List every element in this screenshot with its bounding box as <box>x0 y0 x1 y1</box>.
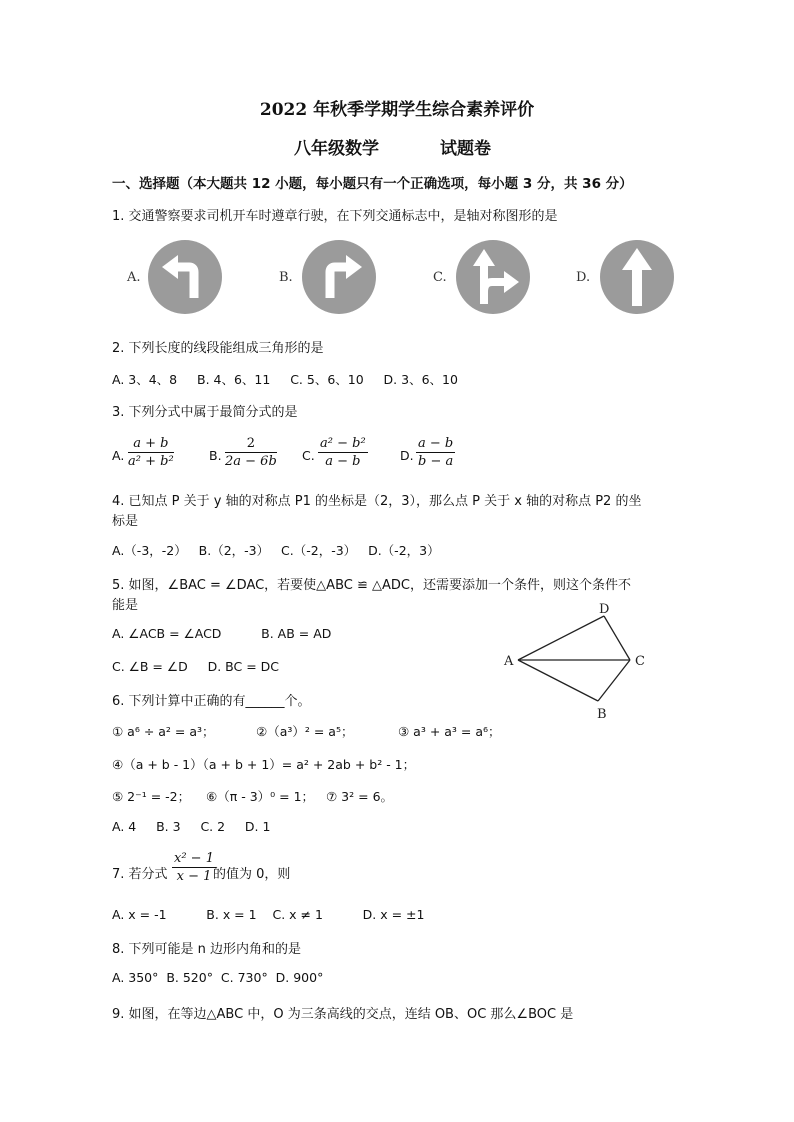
q3-option-d-fraction <box>416 436 455 469</box>
question-7-options: A. x = -1 B. x = 1 C. x ≠ 1 D. x = ±1 <box>112 907 425 922</box>
question-9-stem: 9. 如图，在等边△ABC 中，O 为三条高线的交点，连结 OB、OC 那么∠BOC 是 <box>112 1007 574 1022</box>
q3-c-numerator: a² − b² <box>320 436 366 451</box>
straight-arrow-sign-icon <box>600 240 674 314</box>
q3-option-c-fraction <box>318 436 368 469</box>
question-6-options: A. 4 B. 3 C. 2 D. 1 <box>112 819 271 834</box>
q5-figure-label-a: A <box>504 654 514 669</box>
q3-d-numerator: a − b <box>418 436 454 451</box>
q5-figure-label-c: C <box>635 654 645 669</box>
question-2-options: A. 3、4、8 B. 4、6、11 C. 5、6、10 D. 3、6、10 <box>112 372 458 387</box>
q3-b-numerator: 2 <box>225 436 277 453</box>
q3-option-b-label: B. <box>209 448 222 463</box>
q1-option-c-label: C. <box>433 270 447 285</box>
question-3-stem: 3. 下列分式中属于最简分式的是 <box>112 405 298 420</box>
question-1-stem: 1. 交通警察要求司机开车时遵章行驶，在下列交通标志中，是轴对称图形的是 <box>112 209 558 224</box>
q7-denominator: x − 1 <box>176 869 212 884</box>
question-8-stem: 8. 下列可能是 n 边形内角和的是 <box>112 942 302 957</box>
q3-a-numerator: a + b <box>128 436 174 453</box>
section-heading-multiple-choice: 一、选择题（本大题共 12 小题，每小题只有一个正确选项，每小题 3 分，共 36 分） <box>112 176 633 192</box>
q1-option-a-label: A. <box>127 270 141 285</box>
q5-figure-label-b: B <box>597 707 607 722</box>
q3-option-a-label: A. <box>112 448 125 463</box>
q1-option-d-label: D. <box>576 270 591 285</box>
question-2-stem: 2. 下列长度的线段能组成三角形的是 <box>112 341 324 356</box>
question-6-item-5: ⑤ 2⁻¹ = -2； <box>112 789 191 804</box>
q3-b-denominator: 2a − 6b <box>225 454 277 469</box>
question-4-stem-line2: 标是 <box>112 514 139 529</box>
straight-or-right-sign-icon <box>456 240 530 314</box>
q5-kite-figure <box>498 598 658 724</box>
q7-fraction <box>172 851 216 884</box>
question-6-item-6: ⑥（π - 3）⁰ = 1； <box>206 789 315 804</box>
question-5-stem-line2: 能是 <box>112 598 139 613</box>
q3-option-a-fraction <box>128 436 174 469</box>
turn-left-sign-icon <box>148 240 222 314</box>
q3-option-c-label: C. <box>302 448 315 463</box>
question-6-stem: 6. 下列计算中正确的有______个。 <box>112 694 311 709</box>
question-5-options-line1: A. ∠ACB = ∠ACD B. AB = AD <box>112 626 332 641</box>
question-5-stem-line1: 5. 如图，∠BAC = ∠DAC，若要使△ABC ≌ △ADC，还需要添加一个条件，则这个条件不 <box>112 578 631 593</box>
q3-c-denominator: a − b <box>325 454 361 469</box>
q3-option-b-fraction <box>225 436 277 469</box>
q7-numerator: x² − 1 <box>174 851 214 866</box>
question-6-item-4: ④（a + b - 1）（a + b + 1）= a² + 2ab + b² - 1； <box>112 757 416 772</box>
q3-a-denominator: a² + b² <box>128 454 174 469</box>
exam-subtitle-paper: 试题卷 <box>440 139 491 159</box>
question-4-stem-line1: 4. 已知点 P 关于 y 轴的对称点 P1 的坐标是（2，3），那么点 P 关于 x 轴的对称点 P2 的坐 <box>112 494 642 509</box>
question-8-options: A. 350° B. 520° C. 730° D. 900° <box>112 970 324 985</box>
question-6-item-7: ⑦ 3² = 6。 <box>326 789 394 804</box>
q3-option-d-label: D. <box>400 448 414 463</box>
q5-figure-label-d: D <box>599 602 610 617</box>
question-6-item-3: ③ a³ + a³ = a⁶； <box>398 724 501 739</box>
exam-title: 2022 年秋季学期学生综合素养评价 <box>259 100 535 120</box>
question-7-stem-prefix: 7. 若分式 <box>112 867 168 882</box>
question-6-item-1: ① a⁶ ÷ a² = a³； <box>112 724 215 739</box>
question-6-item-2: ②（a³）² = a⁵； <box>256 724 354 739</box>
question-4-options: A.（-3，-2） B.（2，-3） C.（-2，-3） D.（-2，3） <box>112 543 440 558</box>
q3-d-denominator: b − a <box>418 454 454 469</box>
turn-right-sign-icon <box>302 240 376 314</box>
question-7-stem-suffix: 的值为 0，则 <box>213 867 291 882</box>
question-5-options-line2: C. ∠B = ∠D D. BC = DC <box>112 659 280 674</box>
q1-option-b-label: B. <box>279 270 293 285</box>
exam-subtitle-grade: 八年级数学 <box>294 139 379 159</box>
